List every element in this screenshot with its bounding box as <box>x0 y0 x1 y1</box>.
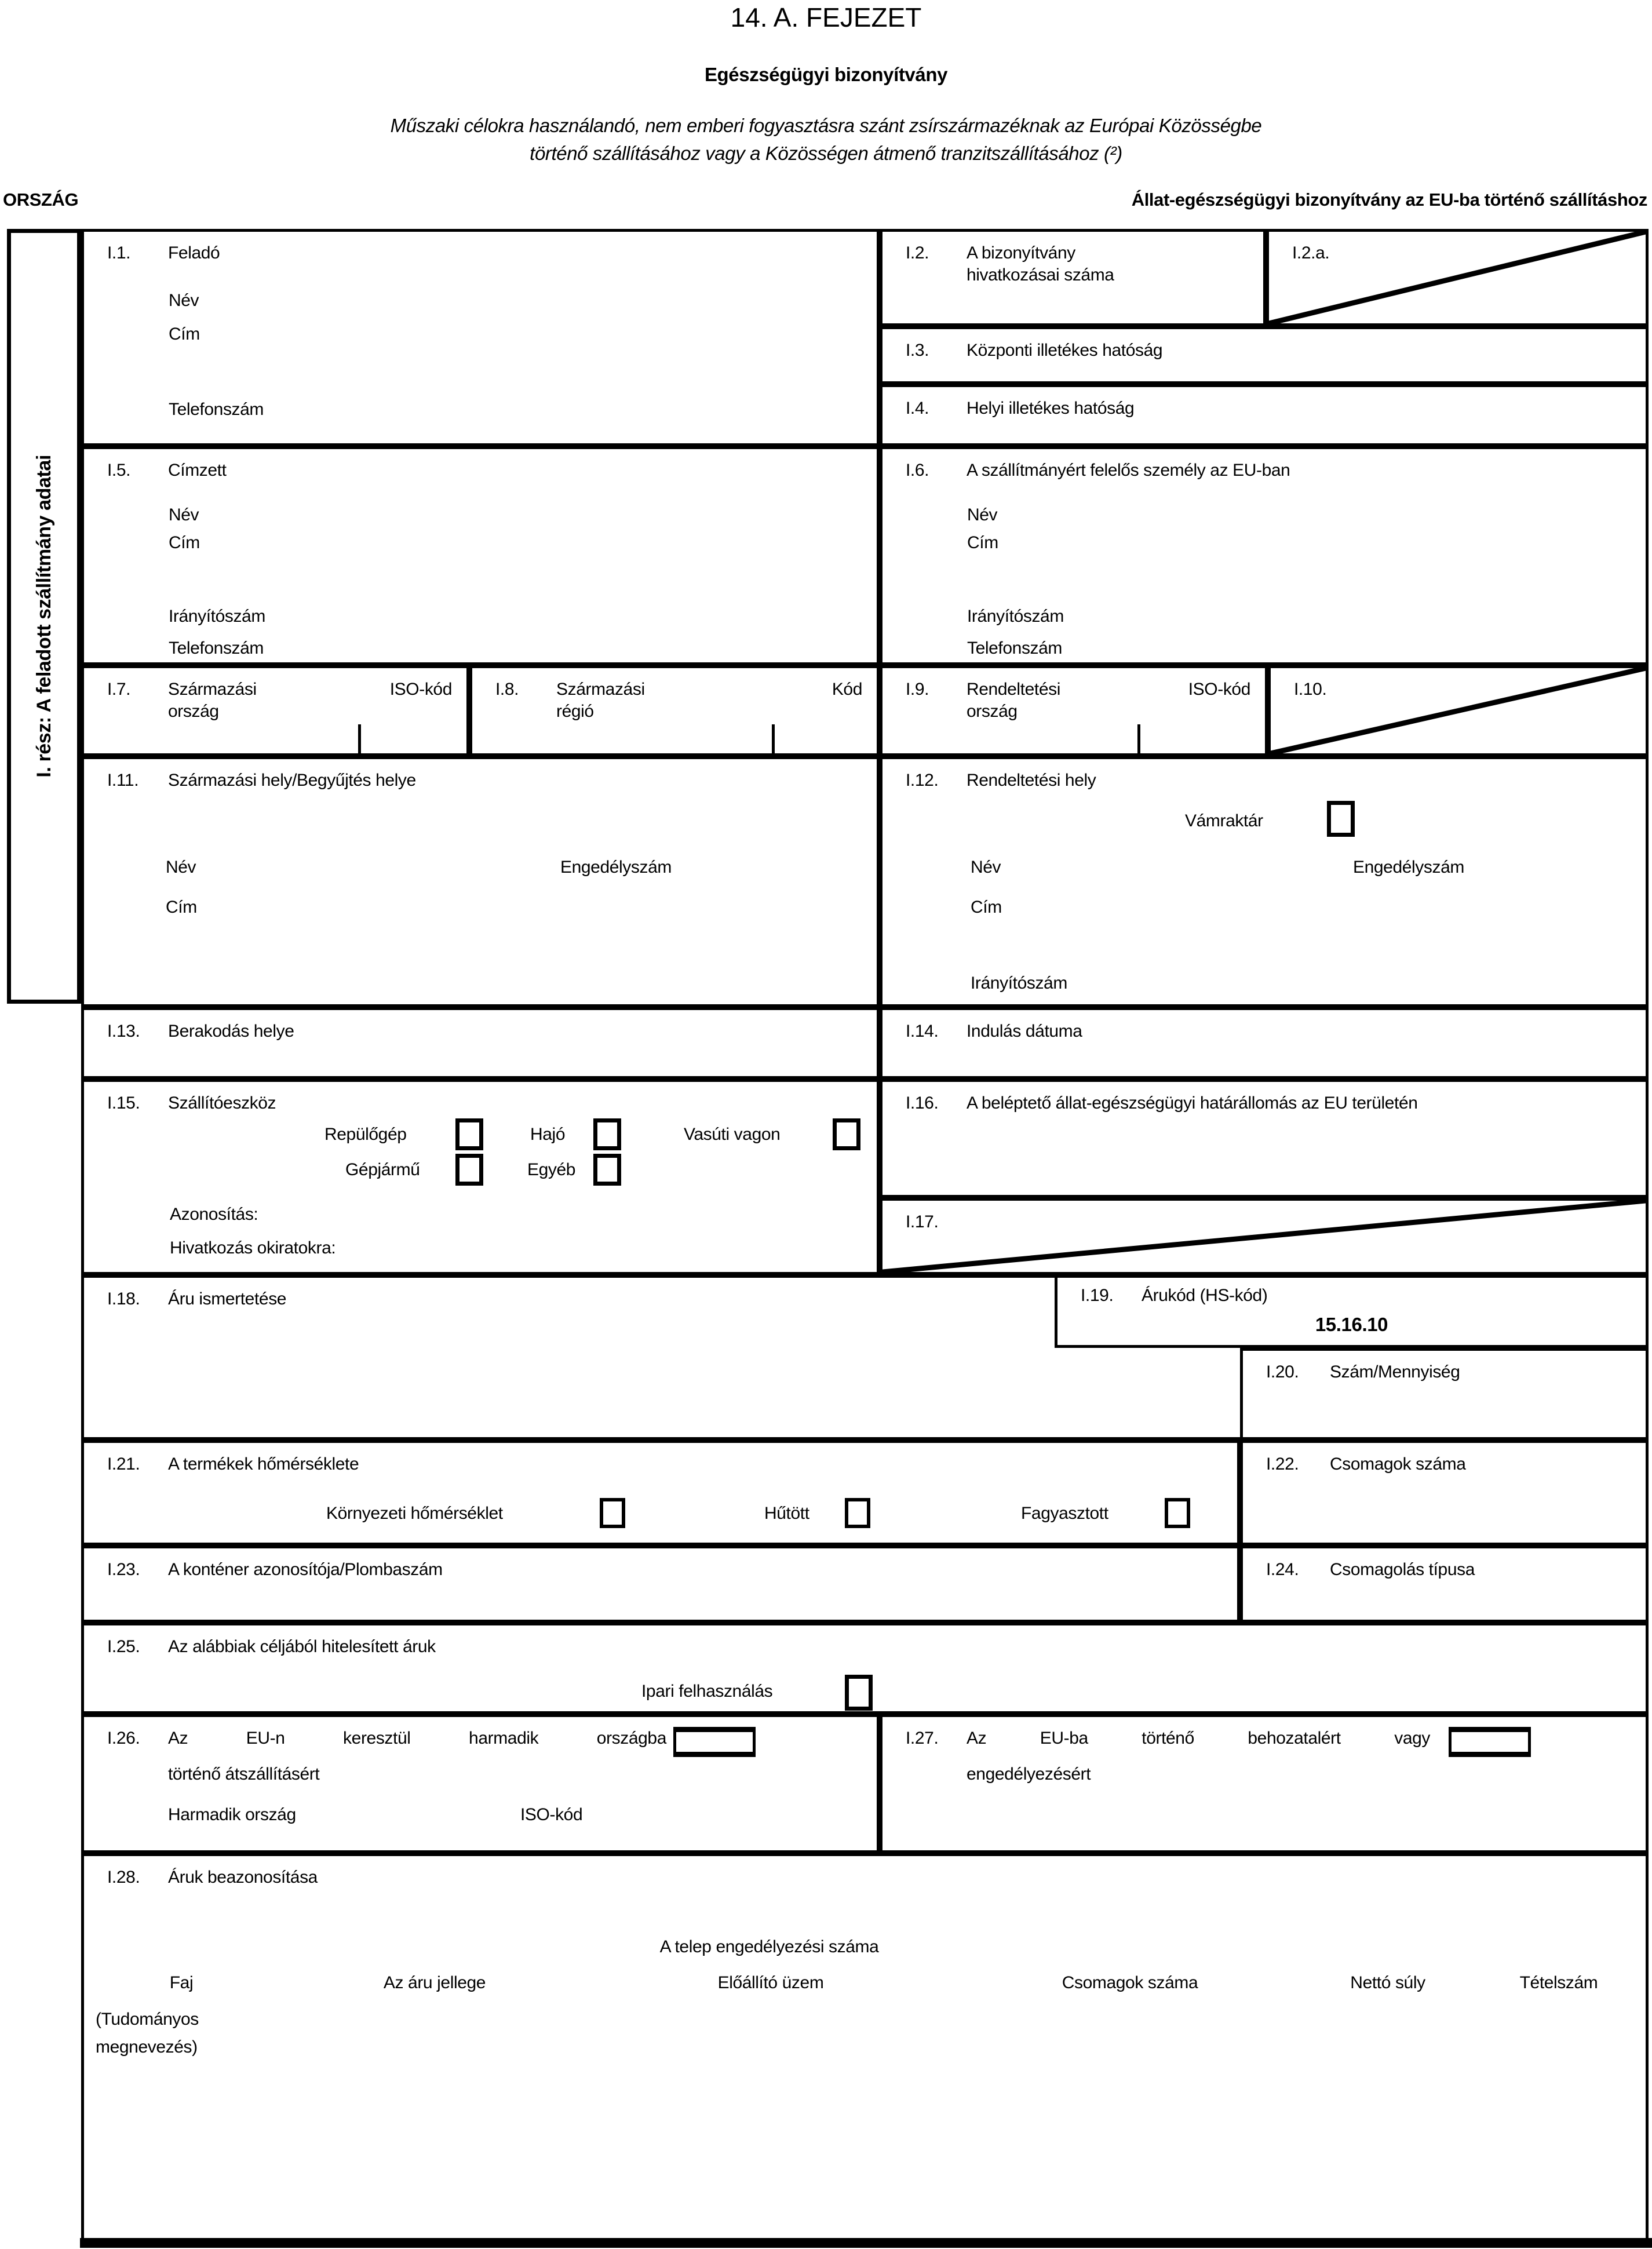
field-i16-border-inspection-post <box>880 1079 1649 1198</box>
frozen-checkbox[interactable] <box>1165 1498 1190 1528</box>
part1-sidebar <box>7 229 81 1004</box>
bottom-border-rule <box>80 2238 1652 2248</box>
i11-name-label: Név <box>166 858 196 877</box>
other-transport-checkbox[interactable] <box>593 1154 621 1186</box>
field-i19-commodity-code <box>1055 1275 1649 1348</box>
i6-postal-label: Irányítószám <box>967 607 1064 626</box>
railway-wagon-checkbox[interactable] <box>833 1118 860 1150</box>
i28-col-nature: Az áru jellege <box>383 1973 486 1992</box>
i12-customs-warehouse-label: Vámraktár <box>1185 811 1263 830</box>
i15-airplane-label: Repülőgép <box>324 1125 407 1144</box>
ambient-temperature-checkbox[interactable] <box>600 1498 625 1528</box>
i15-railway-label: Vasúti vagon <box>684 1125 781 1144</box>
field-i9-destination-country <box>880 665 1268 756</box>
transit-third-country-checkbox[interactable] <box>673 1727 756 1757</box>
i28-col-net-weight: Nettó súly <box>1350 1973 1425 1992</box>
i28-col-batch: Tételszám <box>1519 1973 1598 1992</box>
field-i24-type-of-packaging <box>1240 1545 1649 1623</box>
i15-vehicle-label: Gépjármű <box>345 1160 420 1179</box>
field-i26-label: I.26. Az EU-n keresztül harmadik országba <box>107 1729 666 1748</box>
field-i4-label: I.4. Helyi illetékes hatóság <box>906 399 1135 418</box>
i8-code-tick <box>772 724 775 754</box>
chapter-title: 14. A. FEJEZET <box>730 2 922 32</box>
i11-permit-label: Engedélyszám <box>560 858 672 877</box>
field-i6-responsible-person <box>880 446 1649 665</box>
field-i28-label: I.28. Áruk beazonosítása <box>107 1868 318 1887</box>
field-i2a <box>1266 229 1649 326</box>
i15-doc-reference-label: Hivatkozás okiratokra: <box>170 1238 336 1257</box>
field-i24-label: I.24. Csomagolás típusa <box>1266 1560 1475 1579</box>
field-i11-label: I.11. Származási hely/Begyűjtés helye <box>107 771 416 790</box>
field-i2-certificate-ref <box>880 229 1266 326</box>
i5-postal-label: Irányítószám <box>169 607 265 626</box>
field-i14-departure-date <box>880 1007 1649 1079</box>
field-i25-certified-purpose <box>81 1623 1649 1714</box>
i12-name-label: Név <box>971 858 1001 877</box>
field-i27-label: I.27. Az EU-ba történő behozatalért vagy <box>906 1729 1430 1748</box>
i28-col-plant: Előállító üzem <box>717 1973 824 1992</box>
i28-col-packages: Csomagok száma <box>1062 1973 1198 1992</box>
i5-name-label: Név <box>169 505 199 524</box>
diagonal-strike-i2a <box>1269 232 1646 323</box>
vet-certificate-header: Állat-egészségügyi bizonyítvány az EU-ba történő szállításhoz <box>1131 189 1647 210</box>
i28-approval-number-label: A telep engedélyezési száma <box>659 1937 879 1956</box>
field-i1-label: I.1. Feladó <box>107 243 220 263</box>
field-i20-label: I.20. Szám/Mennyiség <box>1266 1362 1460 1382</box>
field-i21-product-temperature <box>81 1440 1240 1545</box>
i26-line2: történő átszállításért <box>168 1765 320 1784</box>
field-i6-label: I.6. A szállítmányért felelős személy az EU-ban <box>906 461 1290 480</box>
field-i13-place-of-loading <box>81 1007 880 1079</box>
field-i23-label: I.23. A konténer azonosítója/Plombaszám <box>107 1560 443 1579</box>
field-i28-identification-of-commodities <box>81 1853 1649 2243</box>
subtitle-line2: történő szállításához vagy a Közösségen átmenő tranzitszállításához (²) <box>530 143 1122 164</box>
i28-species-note: (Tudományos megnevezés) <box>96 2010 199 2057</box>
road-vehicle-checkbox[interactable] <box>455 1154 483 1186</box>
i12-permit-label: Engedélyszám <box>1353 858 1464 877</box>
i19-hs-code-value: 15.16.10 <box>1315 1314 1388 1335</box>
i6-address-label: Cím <box>967 533 998 552</box>
i12-postal-label: Irányítószám <box>971 974 1067 993</box>
i7-code-tick <box>358 724 361 754</box>
document-title: Egészségügyi bizonyítvány <box>704 64 948 85</box>
field-i16-label: I.16. A beléptető állat-egészségügyi határállomás az EU területén <box>906 1093 1418 1113</box>
i25-industrial-use-label: Ipari felhasználás <box>641 1682 773 1701</box>
field-i5-label: I.5. Címzett <box>107 461 227 480</box>
country-label: ORSZÁG <box>3 189 79 210</box>
field-i22-number-of-packages <box>1240 1440 1649 1545</box>
i21-frozen-label: Fagyasztott <box>1021 1504 1108 1523</box>
field-i23-container-seal <box>81 1545 1240 1623</box>
chilled-checkbox[interactable] <box>845 1498 870 1528</box>
field-i10-label: I.10. <box>1294 680 1327 699</box>
i15-other-label: Egyéb <box>527 1160 576 1179</box>
field-i15-means-of-transport <box>81 1079 880 1275</box>
i15-identification-label: Azonosítás: <box>170 1205 258 1224</box>
i12-address-label: Cím <box>971 898 1002 917</box>
field-i17 <box>880 1198 1649 1275</box>
field-i9-label: I.9. Rendeltetési ISO-kód ország <box>906 680 1250 721</box>
i26-third-country-label: Harmadik ország <box>168 1805 296 1824</box>
i5-phone-label: Telefonszám <box>169 639 264 658</box>
field-i8-label: I.8. Származási Kód régió <box>495 680 862 721</box>
field-i8-origin-region <box>469 665 880 756</box>
import-admission-checkbox[interactable] <box>1449 1727 1531 1757</box>
i1-phone-label: Telefonszám <box>169 400 264 419</box>
diagonal-strike-i10 <box>1271 668 1646 753</box>
field-i20-quantity <box>1240 1348 1649 1440</box>
field-i17-label: I.17. <box>906 1212 939 1231</box>
field-i7-label: I.7. Származási ISO-kód ország <box>107 680 452 721</box>
i8-code-label: Kód <box>832 680 862 699</box>
i9-iso-code-label: ISO-kód <box>1188 680 1250 699</box>
i6-name-label: Név <box>967 505 998 524</box>
subtitle-line1: Műszaki célokra használandó, nem emberi fogyasztásra szánt zsírszármazéknak az Európai Közösségbe <box>390 115 1262 136</box>
field-i4-local-authority <box>880 384 1649 446</box>
field-i10 <box>1268 665 1649 756</box>
field-i25-label: I.25. Az alábbiak céljából hitelesített áruk <box>107 1637 436 1656</box>
field-i5-consignee <box>81 446 880 665</box>
field-i7-origin-country <box>81 665 469 756</box>
i21-chilled-label: Hűtött <box>764 1504 809 1523</box>
field-i2a-label: I.2.a. <box>1292 243 1330 263</box>
field-i26-transit-third-country <box>81 1714 880 1853</box>
i28-col-species: Faj <box>169 1973 194 1992</box>
i26-iso-code-label: ISO-kód <box>520 1805 583 1824</box>
customs-warehouse-checkbox[interactable] <box>1327 801 1355 837</box>
i6-phone-label: Telefonszám <box>967 639 1063 658</box>
airplane-checkbox[interactable] <box>455 1118 483 1150</box>
industrial-use-checkbox[interactable] <box>845 1675 873 1711</box>
field-i2-label: I.2. A bizonyítvány hivatkozásai száma <box>906 243 1114 285</box>
part1-sidebar-label: I. rész: A feladott szállítmány adatai <box>32 455 55 778</box>
i11-address-label: Cím <box>166 898 197 917</box>
field-i22-label: I.22. Csomagok száma <box>1266 1455 1466 1474</box>
i15-ship-label: Hajó <box>530 1125 566 1144</box>
i21-ambient-label: Környezeti hőmérséklet <box>326 1504 503 1523</box>
diagonal-strike-i17 <box>882 1201 1646 1272</box>
field-i1-consignor <box>81 229 880 446</box>
field-i12-label: I.12. Rendeltetési hely <box>906 771 1096 790</box>
i1-address-label: Cím <box>169 325 200 344</box>
field-i27-import-admission <box>880 1714 1649 1853</box>
field-i3-label: I.3. Központi illetékes hatóság <box>906 341 1163 360</box>
field-i12-place-of-destination <box>880 756 1649 1007</box>
i5-address-label: Cím <box>169 533 200 552</box>
field-i13-label: I.13. Berakodás helye <box>107 1022 294 1041</box>
i1-name-label: Név <box>169 291 199 310</box>
field-i3-central-authority <box>880 326 1649 384</box>
i7-iso-code-label: ISO-kód <box>389 680 452 699</box>
i27-line2: engedélyezésért <box>967 1765 1091 1784</box>
field-i21-label: I.21. A termékek hőmérséklete <box>107 1455 359 1474</box>
ship-checkbox[interactable] <box>593 1118 621 1150</box>
i9-code-tick <box>1137 724 1140 754</box>
field-i18-label: I.18. Áru ismertetése <box>107 1289 287 1308</box>
field-i19-label: I.19. Árukód (HS-kód) <box>1081 1286 1268 1305</box>
field-i14-label: I.14. Indulás dátuma <box>906 1022 1082 1041</box>
field-i11-place-of-origin <box>81 756 880 1007</box>
field-i15-label: I.15. Szállítóeszköz <box>107 1093 276 1113</box>
